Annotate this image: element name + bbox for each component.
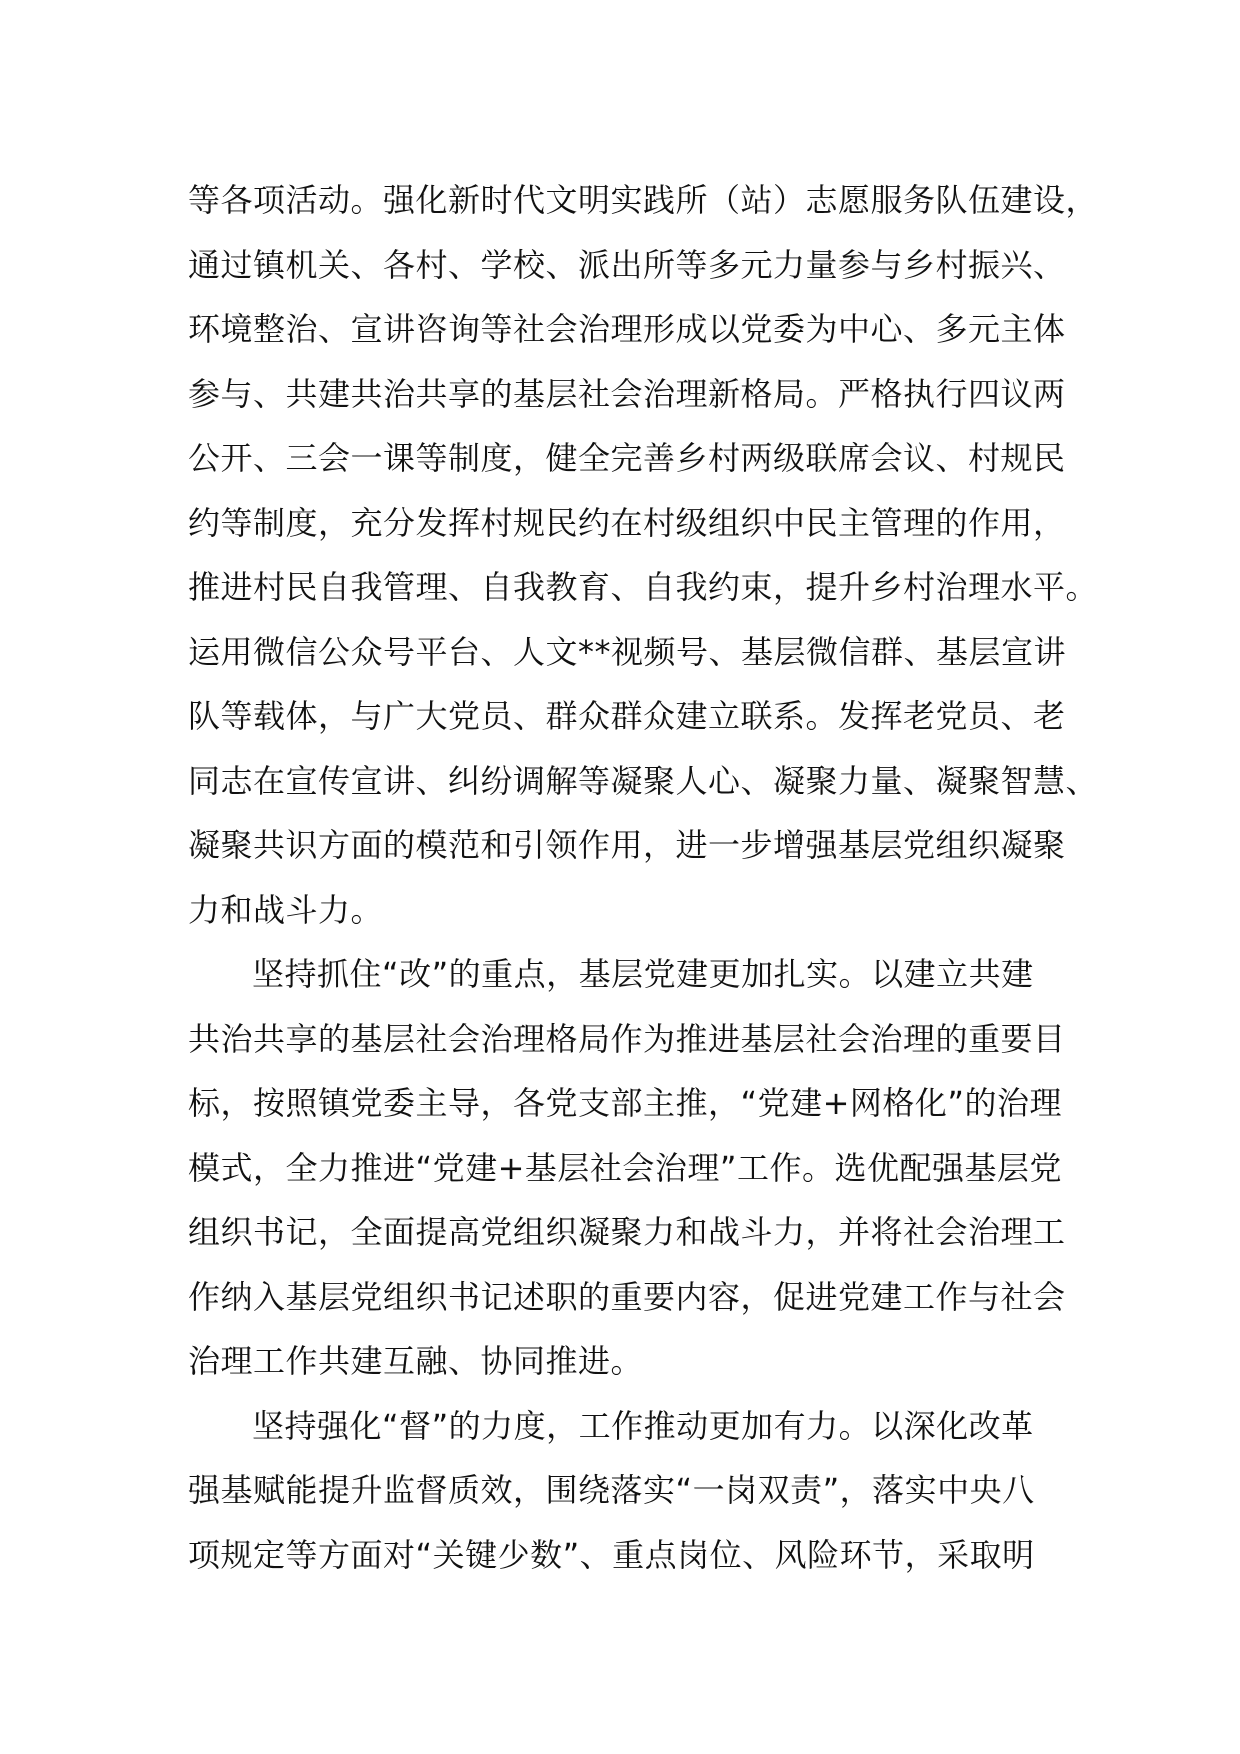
text-line: 标，按照镇党委主导，各党支部主推，“党建+网格化”的治理	[188, 1084, 1062, 1122]
text-line: 力和战斗力。	[188, 890, 384, 929]
document-body	[188, 168, 1099, 1587]
text-line: 通过镇机关、各村、学校、派出所等多元力量参与乡村振兴、	[188, 245, 1066, 284]
text-line: 治理工作共建互融、协同推进。	[188, 1342, 644, 1380]
text-line: 运用微信公众号平台、人文**视频号、基层微信群、基层宣讲	[188, 632, 1067, 671]
text-line: 共治共享的基层社会治理格局作为推进基层社会治理的重要目	[188, 1019, 1066, 1058]
text-line: 同志在宣传宣讲、纠纷调解等凝聚人心、凝聚力量、凝聚智慧、	[188, 761, 1099, 800]
paragraph	[188, 1394, 1088, 1588]
text-line: 强基赋能提升监督质效，围绕落实“一岗双责”，落实中央八	[188, 1471, 1035, 1509]
text-line: 公开、三会一课等制度，健全完善乡村两级联席会议、村规民	[188, 439, 1066, 477]
text-line: 推进村民自我管理、自我教育、自我约束，提升乡村治理水平。	[188, 568, 1099, 606]
text-line: 作纳入基层党组织书记述职的重要内容，促进党建工作与社会	[188, 1277, 1066, 1316]
text-line: 等各项活动。强化新时代文明实践所（站）志愿服务队伍建设，	[188, 181, 1099, 219]
text-line: 组织书记，全面提高党组织凝聚力和战斗力，并将社会治理工	[188, 1213, 1066, 1251]
text-line: 环境整治、宣讲咨询等社会治理形成以党委为中心、多元主体	[188, 310, 1066, 348]
text-line: 坚持抓住“改”的重点，基层党建更加扎实。以建立共建	[252, 955, 1034, 993]
text-line: 约等制度，充分发挥村规民约在村级组织中民主管理的作用，	[188, 503, 1066, 542]
text-line: 参与、共建共治共享的基层社会治理新格局。严格执行四议两	[188, 374, 1066, 413]
text-line: 坚持强化“督”的力度，工作推动更加有力。以深化改革	[252, 1406, 1034, 1445]
paragraph	[188, 168, 1099, 942]
text-line: 队等载体，与广大党员、群众群众建立联系。发挥老党员、老	[188, 697, 1066, 735]
paragraph	[188, 942, 1088, 1394]
text-line: 模式，全力推进“党建+基层社会治理”工作。选优配强基层党	[188, 1148, 1062, 1187]
text-line: 项规定等方面对“关键少数”、重点岗位、风险环节，采取明	[188, 1535, 1035, 1574]
text-line: 凝聚共识方面的模范和引领作用，进一步增强基层党组织凝聚	[188, 826, 1066, 864]
